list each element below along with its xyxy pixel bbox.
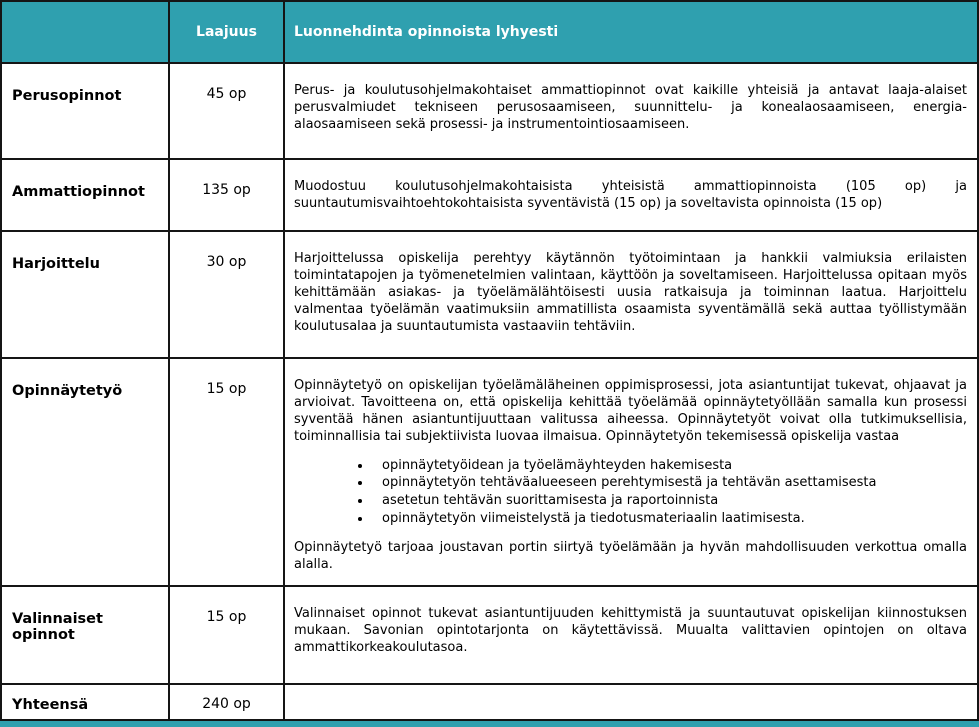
bullet-item: • opinnäytetyöidean ja työelämäyhteyden hakemisesta [372,458,967,475]
row-credits-yhteensa: 240 op [170,685,285,721]
opinnaytetyo-bullet-list [294,458,967,529]
next-table-header-strip [0,721,979,727]
row-label-opinnaytetyo: Opinnäytetyö [2,359,170,587]
row-credits-ammattiopinnot: 135 op [170,160,285,232]
row-description-ammattiopinnot: Muodostuu koulutusohjelmakohtaisista yhteisistä ammattiopinnoista (105 op) ja suuntautumisvaihtoehtokohtaisista syventävistä (15 op) ja soveltavista opinnoista (15 op) [285,160,979,232]
row-credits-harjoittelu: 30 op [170,232,285,359]
bullet-item: • asetetun tehtävän suorittamisesta ja raportoinnista [372,493,967,510]
row-description-opinnaytetyo [285,359,979,587]
row-credits-opinnaytetyo: 15 op [170,359,285,587]
row-label-perusopinnot: Perusopinnot [2,64,170,160]
row-label-yhteensa: Yhteensä [2,685,170,721]
bullet-item: • opinnäytetyön viimeistelystä ja tiedotusmateriaalin laatimisesta. [372,511,967,528]
row-label-valinnaiset-opinnot: Valinnaiset opinnot [2,587,170,685]
bullet-item: • opinnäytetyön tehtäväalueeseen perehtymisestä ja tehtävän asettamisesta [372,475,967,492]
row-description-perusopinnot: Perus- ja koulutusohjelmakohtaiset ammattiopinnot ovat kaikille yhteisiä ja antavat laaja-alaiset perusvalmiudet tekniseen perusosaamiseen, suunnittelu- ja konealaosaamiseen, energia-alaosaamiseen sekä prosessi- ja instrumentointiosaamiseen. [285,64,979,160]
header-label-laajuus: Laajuus [196,24,257,40]
header-cell-empty [2,2,170,64]
row-description-yhteensa [285,685,979,721]
row-description-valinnaiset-opinnot: Valinnaiset opinnot tukevat asiantuntijuuden kehittymistä ja suuntautuvat opiskelijan kiinnostuksen mukaan. Savonian opintotarjonta on käytettävissä. Muualta valittavien opintojen on oltava ammattikorkeakoulutasoa. [285,587,979,685]
header-cell-laajuus [170,2,285,64]
row-label-ammattiopinnot: Ammattiopinnot [2,160,170,232]
row-description-harjoittelu: Harjoittelussa opiskelija perehtyy käytännön työtoimintaan ja hankkii valmiuksia erilaisten toimintatapojen ja työmenetelmien valintaan, käyttöön ja soveltamiseen. Harjoittelussa opitaan myös kehittämään asiakas- ja työelämälähtöisesti uusia ratkaisuja ja toiminnan laatua. Harjoittelu valmentaa työelämän vaatimuksiin ammatillista osaamista syventämällä sekä auttaa työllistymään koulutusalaa ja suuntautumista vastaaviin tehtäviin. [285,232,979,359]
header-cell-description [285,2,979,64]
row-credits-perusopinnot: 45 op [170,64,285,160]
row-credits-valinnaiset-opinnot: 15 op [170,587,285,685]
header-label-description: Luonnehdinta opinnoista lyhyesti [294,24,559,40]
opinnaytetyo-intro: Opinnäytetyö on opiskelijan työelämäläheinen oppimisprosessi, jota asiantuntijat tukevat, ohjaavat ja arvioivat. Tavoitteena on, että opiskelija kehittää työelämää opinnäytetyöllään samalla kun prosessi syventää hänen asiantuntijuuttaan valitussa aiheessa. Opinnäytetyöt voivat olla tutkimuksellisia, toiminnallisia tai subjektiivista luovaa ilmaisua. Opinnäytetyön tekemisessä opiskelija vastaa [294,378,967,444]
row-label-harjoittelu: Harjoittelu [2,232,170,359]
opinnaytetyo-outro: Opinnäytetyö tarjoaa joustavan portin siirtyä työelämään ja hyvän mahdollisuuden verkottua omalla alalla. [294,540,967,573]
